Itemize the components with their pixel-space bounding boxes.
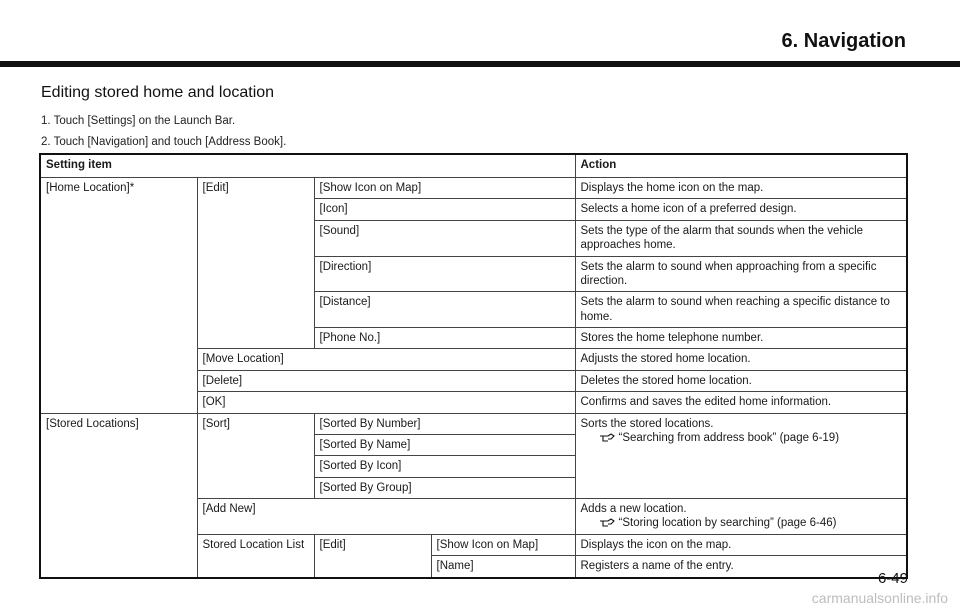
section-title: Editing stored home and location (41, 84, 275, 101)
sorted-by-group-cell: [Sorted By Group] (314, 477, 575, 498)
table-row (40, 178, 907, 199)
sort-action-text: Sorts the stored locations. (580, 417, 714, 430)
sort-action-cell (575, 413, 907, 499)
page-number: 6-49 (877, 570, 908, 587)
sort-reference-text: “Searching from address book” (page 6-19) (618, 431, 840, 444)
sorted-by-name-cell: [Sorted By Name] (314, 434, 575, 455)
home-sound-action: Sets the type of the alarm that sounds when the vehicle approaches home. (575, 220, 907, 256)
home-ok-action: Confirms and saves the edited home information. (575, 392, 907, 413)
sort-reference (581, 431, 902, 445)
step-1: 1. Touch [Settings] on the Launch Bar. (41, 115, 236, 127)
home-phone-cell: [Phone No.] (314, 328, 575, 349)
home-delete-action: Deletes the stored home location. (575, 370, 907, 391)
watermark: carmanualsonline.info (811, 590, 948, 606)
home-edit-cell: [Edit] (197, 178, 314, 349)
list-show-icon-cell: [Show Icon on Map] (431, 534, 575, 555)
header-rule (0, 61, 960, 67)
home-direction-cell: [Direction] (314, 256, 575, 292)
list-name-cell: [Name] (431, 556, 575, 578)
step-2: 2. Touch [Navigation] and touch [Address Book]. (41, 136, 287, 148)
home-distance-action: Sets the alarm to sound when reaching a specific distance to home. (575, 292, 907, 328)
list-show-icon-action: Displays the icon on the map. (575, 534, 907, 555)
stored-sort-cell: [Sort] (197, 413, 314, 499)
home-location-cell: [Home Location]* (40, 178, 197, 414)
home-icon-cell: [Icon] (314, 199, 575, 220)
home-show-icon-cell: [Show Icon on Map] (314, 178, 575, 199)
add-new-cell: [Add New] (197, 499, 575, 535)
home-ok-cell: [OK] (197, 392, 575, 413)
home-distance-cell: [Distance] (314, 292, 575, 328)
sorted-by-number-cell: [Sorted By Number] (314, 413, 575, 434)
list-edit-cell: [Edit] (314, 534, 431, 577)
table-header-row (40, 154, 907, 178)
home-delete-cell: [Delete] (197, 370, 575, 391)
add-new-action-cell (575, 499, 907, 535)
sorted-by-icon-cell: [Sorted By Icon] (314, 456, 575, 477)
home-move-action: Adjusts the stored home location. (575, 349, 907, 370)
add-new-reference-text: “Storing location by searching” (page 6-46) (618, 517, 837, 530)
home-sound-cell: [Sound] (314, 220, 575, 256)
header-action: Action (575, 154, 907, 178)
header-setting-item: Setting item (40, 154, 575, 178)
list-name-action: Registers a name of the entry. (575, 556, 907, 578)
stored-locations-cell: [Stored Locations] (40, 413, 197, 578)
home-phone-action: Stores the home telephone number. (575, 328, 907, 349)
table-row (40, 413, 907, 434)
pointing-hand-icon (599, 433, 615, 443)
home-icon-action: Selects a home icon of a preferred design. (575, 199, 907, 220)
home-show-icon-action: Displays the home icon on the map. (575, 178, 907, 199)
add-new-reference (581, 516, 902, 530)
chapter-heading: 6. Navigation (781, 30, 906, 52)
stored-location-list-cell: Stored Location List (197, 534, 314, 577)
add-new-action-text: Adds a new location. (580, 503, 687, 515)
home-direction-action: Sets the alarm to sound when approaching from a specific direction. (575, 256, 907, 292)
pointing-hand-icon (599, 518, 615, 528)
settings-table (39, 153, 908, 579)
home-move-cell: [Move Location] (197, 349, 575, 370)
